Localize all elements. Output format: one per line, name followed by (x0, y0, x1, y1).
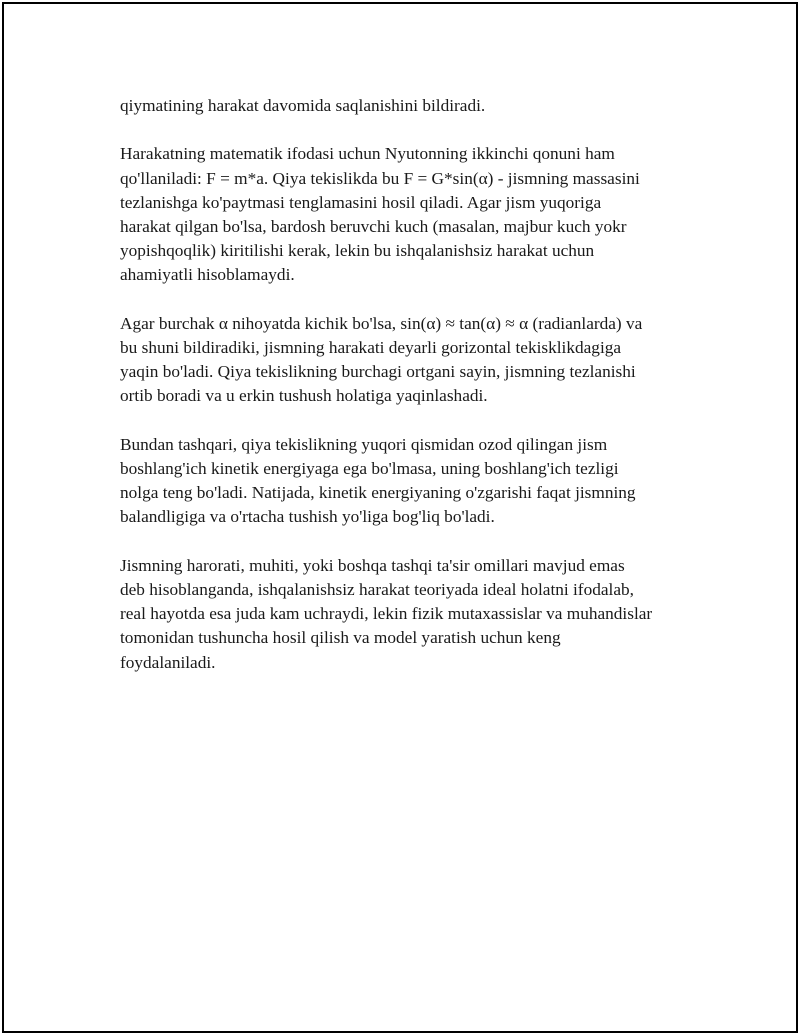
paragraph-1: qiymatining harakat davomida saqlanishini bildiradi. (120, 96, 486, 115)
paragraph-5: Jismning harorati, muhiti, yoki boshqa tashqi ta'sir omillari mavjud emas deb hisoblanganda, ishqalanishsiz harakat teoriyada ideal holatni ifodalab, real hayotda esa juda kam uchraydi, lekin fizik mutaxassislar va muhandislar tomonidan tushuncha hosil qilish va model yaratish uchun keng foydalaniladi. (120, 555, 653, 672)
paragraph-3: Agar burchak α nihoyatda kichik bo'lsa, sin(α) ≈ tan(α) ≈ α (radianlarda) va bu shuni bildiradiki, jismning harakati deyarli gorizontal tekisklikdagiga yaqin bo'ladi. Qiya tekislikning burchagi ortgani sayin, jismning tezlanishi ortib boradi va u erkin tushush holatiga yaqinlashadi. (120, 313, 643, 406)
document-body (120, 94, 720, 699)
paragraph-2: Harakatning matematik ifodasi uchun Nyutonning ikkinchi qonuni ham qo'llaniladi: F = m*a. Qiya tekislikda bu F = G*sin(α) - jismning massasini tezlanishga ko'paytmasi tenglamasini hosil qiladi. Agar jism yuqoriga harakat qilgan bo'lsa, bardosh beruvchi kuch (masalan, majbur kuch yokr yopishqoqlik) kiritilishi kerak, lekin bu ishqalanishsiz harakat uchun ahamiyatli hisoblamaydi. (120, 144, 640, 285)
paragraph-4: Bundan tashqari, qiya tekislikning yuqori qismidan ozod qilingan jism boshlang'ich kinetik energiyaga ega bo'lmasa, uning boshlang'ich tezligi nolga teng bo'ladi. Natijada, kinetik energiyaning o'zgarishi faqat jismning balandligiga va o'rtacha tushish yo'liga bog'liq bo'ladi. (120, 434, 636, 527)
document-page (2, 2, 798, 1033)
